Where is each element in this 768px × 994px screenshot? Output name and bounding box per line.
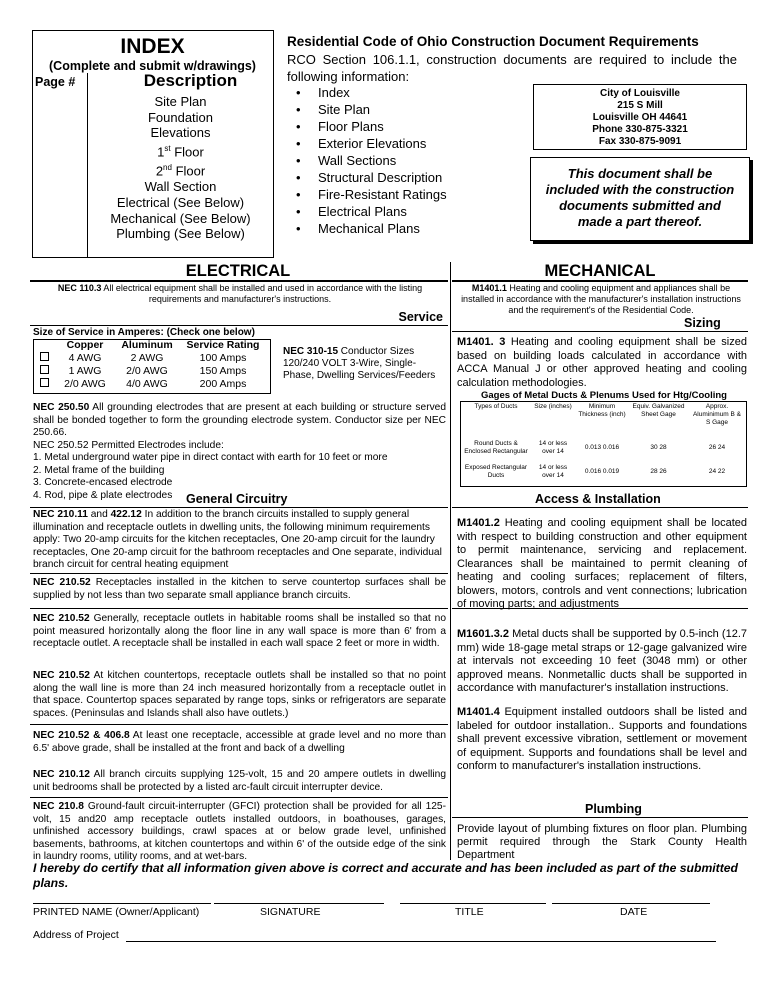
access-p1: M1401.2 Heating and cooling equipment shall be located with respect to building construction and other equipment to permit maintenance, servicing and replacement. Clearances shall be maintained to permit cleaning of heating and cooling surfaces; replacement of filters, blowers, motors, controls and vent connections; lubrication of moving parts; and adjustments [457, 517, 747, 610]
nec250-note: NEC 250.50 All grounding electrodes that are present at each building or structure served shall be bonded together to form the grounding electrode system. Conductor size per NEC 250.66. [33, 402, 447, 438]
index-item: Foundation [147, 109, 214, 125]
circuitry-rule [30, 507, 448, 508]
signature-line[interactable] [214, 903, 384, 904]
gages-row: Round Ducts & Enclosed Rectangular 14 or less over 14 0.013 0.016 30 28 26 24 [464, 440, 726, 455]
divider [30, 724, 448, 725]
index-item: Site Plan [154, 94, 207, 109]
service-rule [30, 325, 448, 326]
grounding-text [33, 402, 446, 502]
date-label: DATE [620, 906, 648, 918]
rco-title: Residential Code of Ohio Construction Document Requirements [287, 34, 699, 49]
electrical-title: ELECTRICAL [185, 262, 291, 280]
rco-intro: RCO Section 106.1.1, construction documents are required to include the following information: [287, 52, 737, 84]
city-zip: Louisville OH 44641 [592, 112, 688, 123]
service-size-title: Size of Service in Amperes: (Check one below) [33, 327, 255, 338]
signature-label: SIGNATURE [260, 906, 321, 918]
index-subtitle: (Complete and submit w/drawings) [49, 59, 256, 73]
page-number-header: Page # [35, 75, 76, 89]
plumbing-rule [452, 817, 748, 818]
index-item: Mechanical (See Below) [110, 210, 251, 226]
nec310-note: NEC 310-15 Conductor Sizes 120/240 VOLT 3-Wire, Single-Phase, Dwelling Services/Feeders [283, 346, 436, 381]
divider [30, 797, 448, 798]
circuitry-p1: NEC 210.11 and 422.12 In addition to the branch circuits installed to supply general illumination and receptacle outlets in dwelling units, the following minimum requirements apply: Two 20-amp circuits for the kitchen receptacles, One 20-amp circuit for the laundry receptacles, One 20-amp circuit for the bathroom receptacles and One separate, individual branch circuit for central heating equipment [33, 509, 442, 570]
gages-header: Types of Ducts [474, 403, 518, 410]
index-item: 2nd Floor [155, 163, 206, 179]
service-row: 4 AWG 2 AWG 100 Amps [33, 352, 268, 365]
index-box [32, 30, 274, 258]
index-item: Elevations [150, 125, 211, 141]
rco-item: • Electrical Plans [288, 203, 528, 220]
gages-header: Equiv. Galvanized Sheet Gage [632, 403, 685, 418]
rco-item: • Fire-Resistant Ratings [288, 186, 528, 203]
city-street: 215 S Mill [617, 100, 663, 111]
electrode-item: 3. Concrete-encased electrode [33, 477, 173, 488]
gages-title: Gages of Metal Ducts & Plenums Used for Htg/Cooling [481, 390, 727, 401]
circuitry-p5: NEC 210.52 & 406.8 At least one receptacle, accessible at grade level and no more than 6.5' above grade, shall be installed at the front and back of a dwelling [33, 730, 446, 754]
index-item: 1st Floor [157, 144, 204, 160]
electrode-item: 4. Rod, pipe & plate electrodes [33, 489, 173, 501]
service-title: Service [398, 310, 443, 324]
circuitry-p7: NEC 210.8 Ground-fault circuit-interrupter (GFCI) protection shall be provided for all 125-volt, 15 and20 amp receptacle outlets installed outdoors, in boathouses, garages, unfinished accessory buildings, crawl spaces at or below grade level, unfinished basements, bathrooms, at kitchen countertops and within 6' of the outside edge of the sink in laundry rooms, utility rooms, and at wet-bars. [33, 801, 446, 862]
circuitry-p4: NEC 210.52 At kitchen countertops, receptacle outlets shall be installed so that no point along the wall line is more than 24 inch measured horizontally from a receptacle outlet in that space. Countertop spaces separated by range tops, sinks or refrigerators are separate spaces. (Peninsulas and Islands shall also have outlets.) [33, 670, 446, 719]
column-divider [450, 262, 451, 860]
address-line[interactable] [126, 941, 716, 942]
access-p3: M1401.4 Equipment installed outdoors shall be listed and labeled for outdoor installation.. Supports and foundations shall prevent excessive vibration, settlement or movement of equipment. Supports and foundations shall be level and conform to manufacturer's installation instructions. [457, 706, 747, 772]
electrode-item: 1. Metal underground water pipe in direct contact with earth for 10 feet or more [33, 452, 388, 463]
rco-item: • Index [288, 84, 528, 101]
notice-text: This document shall be included with the construction documents submitted and made a part thereof. [545, 166, 735, 229]
rating-header: Service Rating [186, 339, 260, 351]
divider [452, 608, 748, 609]
gages-table [460, 401, 747, 487]
access-rule [452, 507, 748, 508]
gages-header: Approx. Aluminimum B & S Gage [692, 403, 742, 426]
plumbing-text: Provide layout of plumbing fixtures on floor plan. Plumbing permit required through the Stark County Health Department [457, 823, 747, 861]
circuitry-p2: NEC 210.52 Receptacles installed in the kitchen to serve countertop surfaces shall be supplied by not less than two separate small appliance branch circuits. [33, 577, 446, 601]
electrical-intro: NEC 110.3 All electrical equipment shall be installed and used in accordance with the listing requirements and manufacturer's instructions. [57, 283, 423, 304]
index-title: INDEX [120, 35, 185, 58]
rco-item: • Mechanical Plans [288, 220, 528, 237]
rco-item: • Floor Plans [288, 118, 528, 135]
circuitry-p6: NEC 210.12 All branch circuits supplying 125-volt, 15 and 20 ampere outlets in dwelling unit bedrooms shall be protected by a listed arc-fault circuit interrupter device. [33, 769, 446, 793]
circuitry-p3: NEC 210.52 Generally, receptacle outlets in habitable rooms shall be installed so that no point measured horizontally along the floor line in any wall space is more than 6' from a receptacle outlet. A receptacle shall be installed in each wall space 2 feet or more in width. [33, 613, 446, 649]
access-p2: M1601.3.2 Metal ducts shall be supported by 0.5-inch (12.7 mm) wide 18-gage metal straps or 12-gage galvanized wire at intervals not exceeding 10 feet (3048 mm) or other approved means. Nonmetallic ducts shall be supported in accordance with manufacturer's installation instructions. [457, 628, 747, 694]
rco-item: • Exterior Elevations [288, 135, 528, 152]
title-label: TITLE [455, 906, 484, 918]
gages-row: Exposed Rectangular Ducts 14 or less over 14 0.016 0.019 28 26 24 22 [464, 464, 726, 479]
gages-header: Size (inches) [534, 403, 572, 410]
title-line[interactable] [400, 903, 546, 904]
aluminum-header: Aluminum [121, 339, 173, 351]
divider [30, 573, 448, 574]
copper-header: Copper [66, 339, 104, 351]
rco-item: • Site Plan [288, 101, 528, 118]
city-phone: Phone 330-875-3321 [592, 124, 688, 135]
rco-item: • Structural Description [288, 169, 528, 186]
index-items [89, 94, 272, 242]
mechanical-title: MECHANICAL [544, 262, 656, 280]
city-address-box [533, 84, 747, 150]
city-fax: Fax 330-875-9091 [598, 136, 682, 147]
divider [30, 608, 448, 609]
date-line[interactable] [552, 903, 710, 904]
circuitry-title: General Circuitry [186, 492, 288, 506]
nec25052-note: NEC 250.52 Permitted Electrodes include: [33, 439, 224, 451]
printed-name-line[interactable] [33, 903, 211, 904]
rco-item: • Wall Sections [288, 152, 528, 169]
notice-box [530, 157, 750, 241]
gages-header: Minimum Thickness (inch) [578, 403, 626, 418]
page-number-column [87, 73, 88, 257]
address-label: Address of Project [33, 929, 119, 941]
plumbing-title: Plumbing [585, 802, 642, 816]
electrical-rule [30, 280, 448, 282]
sizing-title: Sizing [684, 316, 721, 330]
electrode-item: 2. Metal frame of the building [33, 464, 165, 476]
service-row: 2/0 AWG 4/0 AWG 200 Amps [33, 378, 268, 391]
certify-text: I hereby do certify that all information given above is correct and accurate and has been included as part of the submitted plans. [33, 861, 739, 890]
description-header: Description [143, 71, 238, 90]
mechanical-rule [452, 280, 748, 282]
service-row: 1 AWG 2/0 AWG 150 Amps [33, 365, 268, 378]
sizing-text: M1401. 3 Heating and cooling equipment shall be sized based on building loads calculated in accordance with ACCA Manual J or other approved heating and cooling calculation methodologies. [457, 336, 747, 389]
sizing-rule [452, 331, 748, 332]
index-item: Wall Section [144, 179, 217, 195]
service-table-border [33, 339, 271, 394]
printed-name-label: PRINTED NAME (Owner/Applicant) [33, 906, 200, 918]
index-item: Electrical (See Below) [116, 194, 245, 210]
city-name: City of Louisville [599, 88, 680, 99]
index-item: Plumbing (See Below) [116, 226, 245, 242]
mechanical-intro: M1401.1 Heating and cooling equipment and appliances shall be installed in accordance with the manufacturer's installation instructions and the requirement's of the Residential Code. [461, 283, 741, 315]
access-title: Access & Installation [535, 492, 661, 506]
rco-list [288, 84, 528, 237]
